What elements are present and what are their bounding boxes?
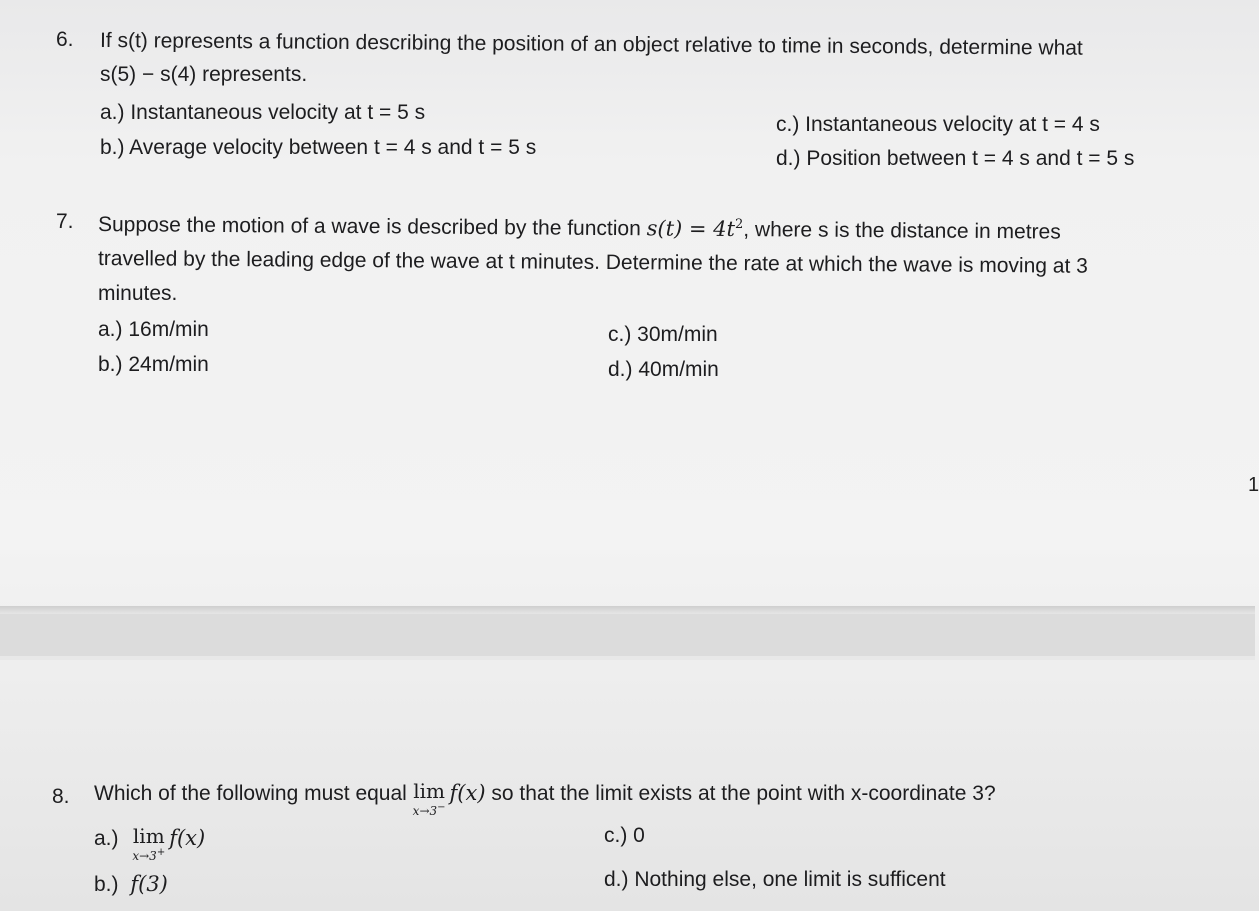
q8-option-b [94, 872, 168, 897]
q8-lim-subscript [413, 803, 446, 817]
q8-option-b-function: f(3) [130, 872, 168, 896]
q7-stem-line3: minutes. [98, 282, 178, 305]
q8-option-d: d.) Nothing else, one limit is sufficent [604, 868, 946, 891]
q8-lim-sign: − [437, 802, 446, 813]
q6-option-c: c.) Instantaneous velocity at t = 4 s [776, 113, 1100, 136]
q8-function: f(x) [449, 781, 486, 805]
q8-stem [94, 781, 996, 817]
q8-option-a-label: a.) [94, 827, 119, 850]
q8-option-a-approach: x→3 [132, 849, 157, 863]
q7-stem-line1 [98, 212, 1061, 245]
q8-option-c: c.) 0 [604, 824, 645, 847]
q7-option-a: a.) 16m/min [98, 318, 209, 341]
q8-option-a-lim-word: lim [132, 824, 165, 848]
q7-option-d: d.) 40m/min [608, 358, 719, 381]
q8-stem-post: so that the limit exists at the point with x-coordinate 3? [485, 782, 996, 805]
q8-option-a-limit [132, 826, 165, 862]
q8-option-a-sign: + [156, 847, 166, 858]
q8-option-b-label: b.) [94, 873, 119, 896]
q7-function: s(t) = 4t [646, 216, 736, 242]
edge-mark: 1 [1248, 474, 1259, 496]
q7-option-b: b.) 24m/min [98, 353, 209, 376]
q6-option-d: d.) Position between t = 4 s and t = 5 s [776, 147, 1135, 170]
q8-lim-word: lim [413, 779, 445, 803]
q7-stem-pre: Suppose the motion of a wave is described by the function [97, 213, 647, 241]
q7-option-c: c.) 30m/min [608, 323, 718, 346]
q7-stem-post: , where s is the distance in metres [743, 218, 1061, 244]
q7-exponent: 2 [734, 217, 744, 233]
q8-option-a-subscript [132, 848, 165, 862]
q7-number: 7. [56, 210, 74, 233]
q8-stem-pre: Which of the following must equal [94, 782, 413, 805]
q8-lim-approach: x→3 [412, 804, 438, 818]
page-fold-highlight [0, 656, 1255, 660]
q7-stem-line2: travelled by the leading edge of the wave at t minutes. Determine the rate at which the wave is moving at 3 [97, 247, 1088, 278]
q8-limit-expression [413, 781, 446, 817]
q8-option-a [94, 826, 205, 862]
q8-number: 8. [52, 785, 70, 808]
page-fold-shadow [0, 606, 1255, 614]
page-gap [0, 614, 1255, 656]
q6-option-a: a.) Instantaneous velocity at t = 5 s [100, 101, 426, 124]
q6-stem-line1: If s(t) represents a function describing the position of an object relative to time in seconds, determine what [99, 29, 1083, 60]
q6-number: 6. [56, 28, 74, 51]
q6-option-b: b.) Average velocity between t = 4 s and t = 5 s [100, 136, 537, 159]
q6-stem-line2: s(5) − s(4) represents. [100, 63, 308, 86]
q8-option-a-function: f(x) [169, 826, 206, 850]
